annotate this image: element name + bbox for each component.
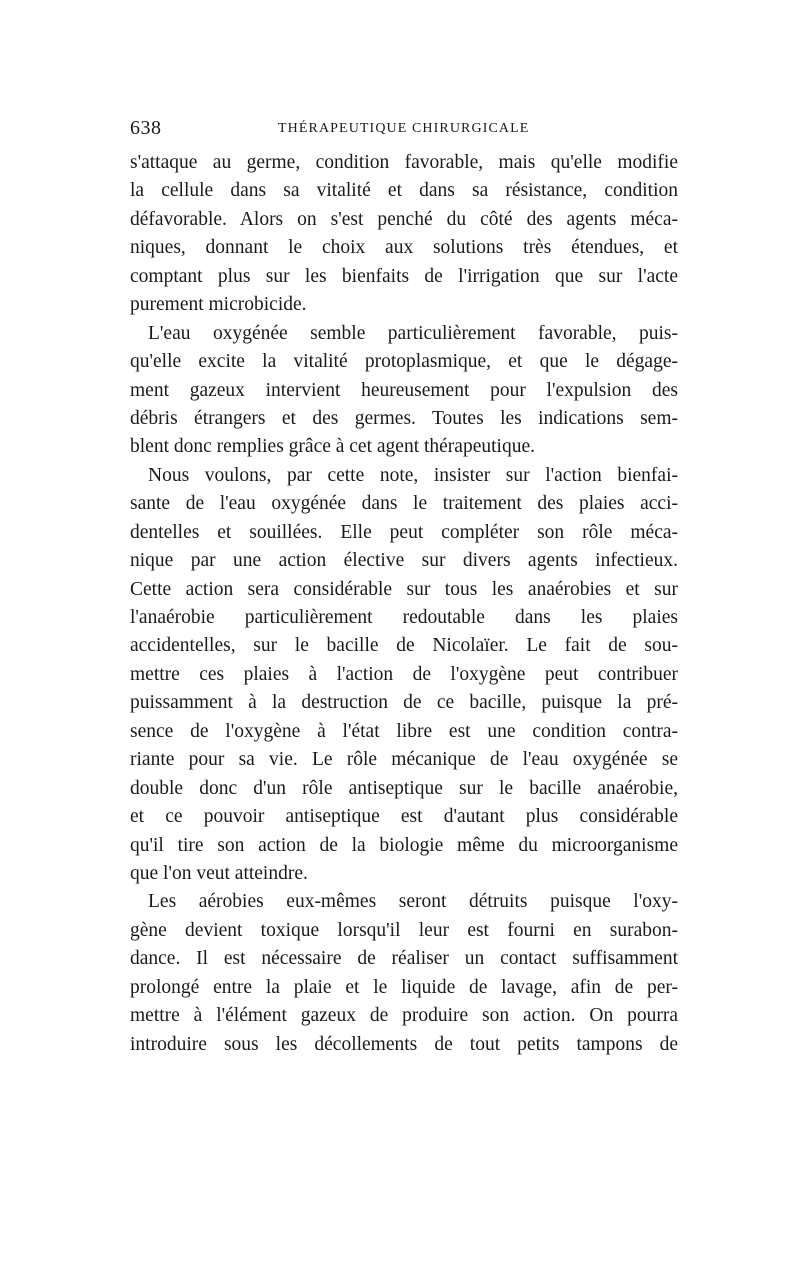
- book-page: [130, 0, 678, 1262]
- text-line: sence de l'oxygène à l'état libre est une condition contra-: [130, 720, 678, 742]
- text-line: mettre ces plaies à l'action de l'oxygène peut contribuer: [130, 663, 678, 685]
- text-line: la cellule dans sa vitalité et dans sa résistance, condition: [130, 180, 678, 202]
- paragraph-first-line: Nous voulons, par cette note, insister sur l'action bienfai-: [148, 464, 678, 486]
- text-line: puissamment à la destruction de ce bacille, puisque la pré-: [130, 692, 678, 714]
- text-line: introduire sous les décollements de tout petits tampons de: [130, 1033, 678, 1055]
- text-line: gène devient toxique lorsqu'il leur est fourni en surabon-: [130, 919, 678, 941]
- text-line: Cette action sera considérable sur tous les anaérobies et sur: [130, 578, 678, 600]
- body-text: [130, 149, 678, 1059]
- text-line: qu'elle excite la vitalité protoplasmique, et que le dégage-: [130, 351, 678, 373]
- text-line: riante pour sa vie. Le rôle mécanique de l'eau oxygénée se: [130, 749, 678, 771]
- text-line: l'anaérobie particulièrement redoutable dans les plaies: [130, 607, 678, 628]
- text-line: que l'on veut atteindre.: [130, 862, 308, 884]
- text-line: blent donc remplies grâce à cet agent thérapeutique.: [130, 436, 535, 458]
- text-line: défavorable. Alors on s'est penché du côté des agents méca-: [130, 208, 678, 230]
- page-number: 638: [130, 117, 162, 139]
- text-line: mettre à l'élément gazeux de produire son action. On pourra: [130, 1005, 678, 1027]
- text-line: sante de l'eau oxygénée dans le traitement des plaies acci-: [130, 493, 678, 515]
- text-line: et ce pouvoir antiseptique est d'autant plus considérable: [130, 806, 678, 828]
- text-line: qu'il tire son action de la biologie même du microorganisme: [130, 834, 678, 856]
- text-line: prolongé entre la plaie et le liquide de lavage, afin de per-: [130, 976, 678, 998]
- text-line: purement microbicide.: [130, 294, 307, 316]
- running-head: [130, 117, 678, 141]
- paragraph-first-line: L'eau oxygénée semble particulièrement favorable, puis-: [148, 322, 678, 344]
- text-line: comptant plus sur les bienfaits de l'irrigation que sur l'acte: [130, 265, 678, 287]
- text-line: nique par une action élective sur divers agents infectieux.: [130, 550, 678, 572]
- text-line: débris étrangers et des germes. Toutes les indications sem-: [130, 407, 678, 429]
- paragraph-first-line: Les aérobies eux-mêmes seront détruits puisque l'oxy-: [148, 891, 678, 913]
- text-line: dance. Il est nécessaire de réaliser un contact suffisamment: [130, 948, 678, 970]
- text-line: double donc d'un rôle antiseptique sur le bacille anaérobie,: [130, 777, 678, 799]
- running-title: THÉRAPEUTIQUE CHIRURGICALE: [278, 121, 530, 136]
- text-line: dentelles et souillées. Elle peut compléter son rôle méca-: [130, 521, 678, 543]
- text-line: ment gazeux intervient heureusement pour l'expulsion des: [130, 379, 678, 401]
- text-line: accidentelles, sur le bacille de Nicolaïer. Le fait de sou-: [130, 635, 678, 657]
- text-line: s'attaque au germe, condition favorable, mais qu'elle modifie: [130, 152, 678, 173]
- text-line: niques, donnant le choix aux solutions très étendues, et: [130, 237, 678, 259]
